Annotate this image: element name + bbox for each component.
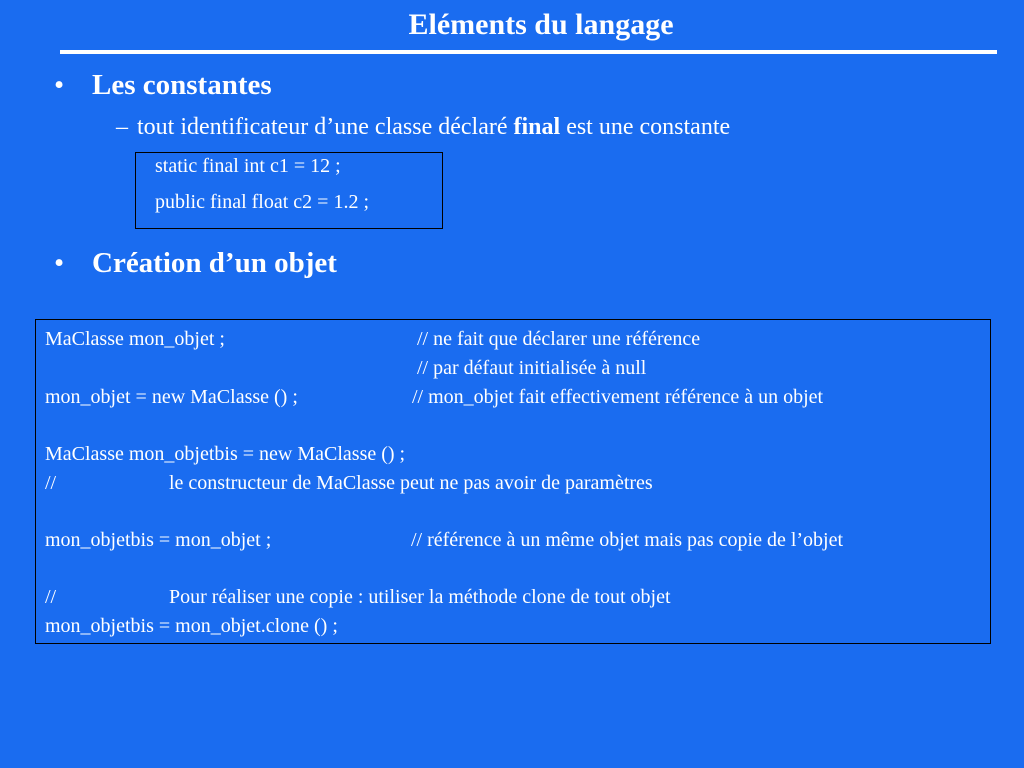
sub-text-after: est une constante bbox=[560, 114, 731, 140]
sub-bullet-final bbox=[116, 112, 731, 142]
object-creation-code-box bbox=[35, 319, 991, 644]
code-comment: le constructeur de MaClasse peut ne pas avoir de paramètres bbox=[169, 472, 653, 494]
code-comment: Pour réaliser une copie : utiliser la méthode clone de tout objet bbox=[169, 586, 671, 608]
bullet-creation-objet bbox=[54, 246, 337, 280]
bullet-label: Les constantes bbox=[92, 69, 272, 101]
code-statement: mon_objet = new MaClasse () ; bbox=[45, 386, 298, 408]
comment-slashes: // bbox=[45, 586, 57, 608]
code-comment: // référence à un même objet mais pas copie de l’objet bbox=[411, 529, 844, 551]
sub-bullet-dash: – bbox=[116, 114, 128, 140]
comment-slashes: // bbox=[45, 472, 57, 494]
code-comment: // par défaut initialisée à null bbox=[417, 357, 647, 379]
code-line bbox=[45, 614, 338, 686]
bullet-label: Création d’un objet bbox=[92, 247, 337, 279]
code-statement: mon_objetbis = mon_objet.clone () ; bbox=[45, 615, 338, 637]
sub-bold-keyword: final bbox=[513, 114, 561, 140]
bullet-dot: • bbox=[54, 69, 65, 101]
code-comment: // ne fait que déclarer une référence bbox=[417, 328, 701, 350]
constant-line-2: public final float c2 = 1.2 ; bbox=[155, 191, 370, 213]
code-statement: MaClasse mon_objetbis = new MaClasse () ; bbox=[45, 443, 406, 465]
sub-text-before: tout identificateur d’une classe déclaré bbox=[137, 114, 514, 140]
constants-code-box bbox=[135, 152, 443, 229]
code-comment: // mon_objet fait effectivement référence à un objet bbox=[412, 386, 824, 408]
constant-line-1: static final int c1 = 12 ; bbox=[155, 155, 341, 177]
bullet-dot: • bbox=[54, 247, 65, 279]
code-statement: mon_objetbis = mon_objet ; bbox=[45, 529, 272, 551]
code-statement: MaClasse mon_objet ; bbox=[45, 328, 225, 350]
title-underline bbox=[60, 50, 997, 54]
slide-title: Eléments du langage bbox=[408, 8, 674, 41]
bullet-les-constantes bbox=[54, 68, 272, 102]
